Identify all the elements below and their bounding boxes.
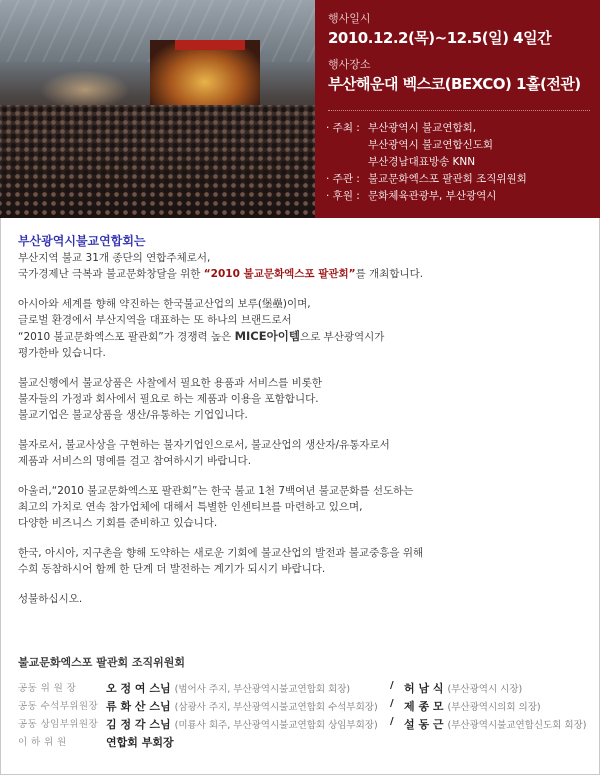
paragraph-5: 아울러,“2010 불교문화엑스포 팔관회”는 한국 불교 1천 7백여년 불교문화를 선도하는 최고의 가치로 연속 참가업체에 대해서 특별한 인센티브를 마련하고 있으며, 다양한 비즈니스 기회를 준비하고 있습니다. — [18, 485, 414, 529]
host-row-2: 부산광역시 불교연합신도회 — [368, 139, 494, 151]
host-row: · 주최 : 부산광역시 불교연합회, — [326, 122, 477, 134]
committee-row: 공동 상임부위원장 김 정 각 스님 (미룡사 회주, 부산광역시불교연합회 상임부회장) / 설 동 근 (부산광역시불교연합신도회 회장) — [18, 716, 587, 731]
divider — [328, 110, 590, 111]
committee-row: 공동 위 원 장 오 정 여 스님 (범어사 주지, 부산광역시불교연합회 회장) / 허 남 식 (부산광역시 시장) — [18, 680, 523, 695]
stage-banner — [175, 40, 245, 50]
organizer-row: · 주관 : 불교문화엑스포 팔관회 조직위원회 — [326, 173, 527, 185]
committee-row: 이 하 위 원 연합회 부회장 — [18, 736, 174, 749]
mice-highlight: MICE아이템 — [234, 329, 300, 343]
paragraph-6: 한국, 아시아, 지구촌을 향해 도약하는 새로운 기회에 불교산업의 발전과 불교중흥을 위해 수희 동참하시어 함께 한 단계 더 발전하는 계기가 되시기 바랍니다. — [18, 547, 424, 575]
paragraph-4: 불자로서, 불교사상을 구현하는 불자기업인으로서, 불교산업의 생산자/유통자로서 제품과 서비스의 명예를 걸고 참여하시기 바랍니다. — [18, 439, 390, 467]
closing: 성불하십시오. — [18, 593, 83, 605]
venue-value: 부산해운대 벡스코(BEXCO) 1홀(전관) — [328, 75, 581, 93]
sponsor-row: · 후원 : 문화체육관광부, 부산광역시 — [326, 190, 497, 202]
event-header — [0, 0, 600, 218]
host-row-3: 부산경남대표방송 KNN — [368, 156, 476, 168]
event-name-highlight: “2010 불교문화엑스포 팔관회” — [203, 268, 356, 280]
stage — [150, 40, 260, 110]
paragraph-1: 부산지역 불교 31개 종단의 연합주체로서, 국가경제난 극복과 불교문화창달을 위한 “2010 불교문화엑스포 팔관회”를 개최합니다. — [18, 252, 424, 280]
period-value: 2010.12.2(목)~12.5(일) 4일간 — [328, 29, 552, 47]
event-photo — [0, 0, 315, 218]
venue-label: 행사장소 — [328, 58, 371, 71]
event-info-panel — [316, 0, 600, 218]
crowd — [0, 105, 315, 218]
paragraph-2: 아시아와 세계를 향해 약진하는 한국불교산업의 보루(堡壘)이며, 글로벌 환경에서 부산지역을 대표하는 또 하나의 브랜드로서 “2010 불교문화엑스포 팔관회”가 경쟁력 높은 MICE아이템으로 부산광역시가 평가한바 있습니다. — [18, 298, 385, 359]
committee-title: 불교문화엑스포 팔관회 조직위원회 — [18, 656, 186, 669]
paragraph-3: 불교신행에서 불교상품은 사찰에서 필요한 용품과 서비스를 비롯한 불자들의 가정과 회사에서 필요로 하는 제품과 이용을 포함합니다. 불교기업은 불교상품을 생산/유통하는 기업입니다. — [18, 377, 323, 421]
committee-row: 공동 수석부위원장 류 화 산 스님 (삼광사 주지, 부산광역시불교연합회 수석부회장) / 제 종 모 (부산광역시의회 의장) — [18, 698, 541, 713]
org-heading: 부산광역시불교연합회는 — [18, 234, 146, 248]
invitation-body — [18, 232, 583, 621]
period-label: 행사일시 — [328, 12, 371, 25]
committee-list — [18, 680, 598, 752]
